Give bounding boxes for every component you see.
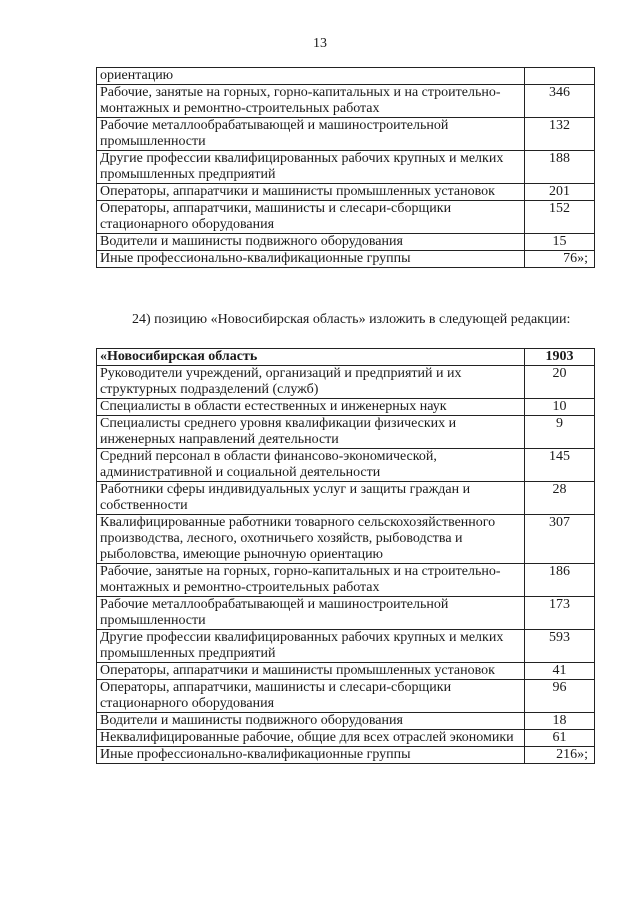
occupation-label: Операторы, аппаратчики, машинисты и слесари-сборщики стационарного оборудования xyxy=(97,680,525,713)
region-total: 1903 xyxy=(525,349,595,366)
amendment-text: 24) позицию «Новосибирская область» изложить в следующей редакции: xyxy=(132,312,571,327)
table-row xyxy=(97,118,595,151)
quota-value: 216»; xyxy=(525,747,595,764)
quota-value: 188 xyxy=(525,151,595,184)
occupation-label: Водители и машинисты подвижного оборудования xyxy=(97,713,525,730)
quota-value: 152 xyxy=(525,201,595,234)
occupation-label: Работники сферы индивидуальных услуг и защиты граждан и собственности xyxy=(97,482,525,515)
occupation-table-continued xyxy=(96,67,595,268)
amendment-paragraph xyxy=(96,312,594,328)
table-row xyxy=(97,201,595,234)
occupation-label: Иные профессионально-квалификационные группы xyxy=(97,747,525,764)
table-row xyxy=(97,597,595,630)
table-row xyxy=(97,184,595,201)
table-row xyxy=(97,730,595,747)
occupation-label: Другие профессии квалифицированных рабочих крупных и мелких промышленных предприятий xyxy=(97,630,525,663)
occupation-label: Иные профессионально-квалификационные группы xyxy=(97,251,525,268)
table-row xyxy=(97,564,595,597)
table-row xyxy=(97,234,595,251)
quota-value: 15 xyxy=(525,234,595,251)
quota-value: 9 xyxy=(525,416,595,449)
quota-value: 307 xyxy=(525,515,595,564)
quota-value: 145 xyxy=(525,449,595,482)
table-row xyxy=(97,399,595,416)
quota-value: 61 xyxy=(525,730,595,747)
quota-value: 28 xyxy=(525,482,595,515)
occupation-label: Квалифицированные работники товарного сельскохозяйственного производства, лесного, охотничьего хозяйств, рыбоводства и рыболовства, имеющие рыночную ориентацию xyxy=(97,515,525,564)
quota-value: 20 xyxy=(525,366,595,399)
table-row xyxy=(97,251,595,268)
region-name: «Новосибирская область xyxy=(97,349,525,366)
occupation-label: Рабочие, занятые на горных, горно-капитальных и на строительно-монтажных и ремонтно-строительных работах xyxy=(97,564,525,597)
table-body xyxy=(97,349,595,764)
table-row xyxy=(97,630,595,663)
quota-value: 346 xyxy=(525,85,595,118)
table-row xyxy=(97,482,595,515)
occupation-label: Специалисты в области естественных и инженерных наук xyxy=(97,399,525,416)
occupation-label: Рабочие, занятые на горных, горно-капитальных и на строительно-монтажных и ремонтно-строительных работах xyxy=(97,85,525,118)
occupation-label: Другие профессии квалифицированных рабочих крупных и мелких промышленных предприятий xyxy=(97,151,525,184)
occupation-label: Водители и машинисты подвижного оборудования xyxy=(97,234,525,251)
table-body xyxy=(97,68,595,268)
novosibirsk-region-table xyxy=(96,348,595,764)
table-row xyxy=(97,151,595,184)
quota-value: 41 xyxy=(525,663,595,680)
quota-value: 201 xyxy=(525,184,595,201)
occupation-label: Руководители учреждений, организаций и предприятий и их структурных подразделений (служб) xyxy=(97,366,525,399)
occupation-label: Операторы, аппаратчики, машинисты и слесари-сборщики стационарного оборудования xyxy=(97,201,525,234)
table-row xyxy=(97,713,595,730)
quota-value: 593 xyxy=(525,630,595,663)
quota-value: 96 xyxy=(525,680,595,713)
table-row xyxy=(97,366,595,399)
quota-value xyxy=(525,68,595,85)
page-number: 13 xyxy=(313,36,327,51)
quota-value: 18 xyxy=(525,713,595,730)
table-row xyxy=(97,663,595,680)
quota-value: 10 xyxy=(525,399,595,416)
occupation-label: Операторы, аппаратчики и машинисты промышленных установок xyxy=(97,184,525,201)
quota-value: 76»; xyxy=(525,251,595,268)
quota-value: 132 xyxy=(525,118,595,151)
table-row xyxy=(97,85,595,118)
quota-value: 186 xyxy=(525,564,595,597)
table-row xyxy=(97,416,595,449)
table-row xyxy=(97,449,595,482)
quota-value: 173 xyxy=(525,597,595,630)
table-row xyxy=(97,747,595,764)
occupation-label: Специалисты среднего уровня квалификации физических и инженерных направлений деятельности xyxy=(97,416,525,449)
occupation-label: Рабочие металлообрабатывающей и машиностроительной промышленности xyxy=(97,597,525,630)
occupation-label: Рабочие металлообрабатывающей и машиностроительной промышленности xyxy=(97,118,525,151)
occupation-label: Операторы, аппаратчики и машинисты промышленных установок xyxy=(97,663,525,680)
table-row xyxy=(97,680,595,713)
occupation-label: Средний персонал в области финансово-экономической, административной и социальной деятельности xyxy=(97,449,525,482)
occupation-label: ориентацию xyxy=(97,68,525,85)
table-row xyxy=(97,515,595,564)
occupation-label: Неквалифицированные рабочие, общие для всех отраслей экономики xyxy=(97,730,525,747)
table-header-row xyxy=(97,349,595,366)
table-row xyxy=(97,68,595,85)
